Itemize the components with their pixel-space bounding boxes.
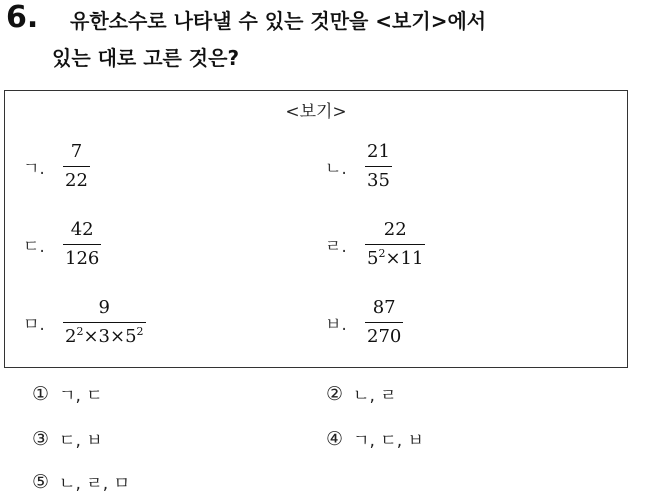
- denominator-rest: ×11: [385, 248, 424, 269]
- question-text-line2: 있는 대로 고른 것은?: [52, 46, 240, 70]
- item-label: ㄷ.: [23, 237, 45, 257]
- fraction: [365, 141, 392, 192]
- choice-2[interactable]: [326, 381, 397, 406]
- bogi-box: [4, 90, 628, 368]
- denominator-mid: ×3×: [83, 326, 126, 347]
- bogi-title: <보기>: [285, 102, 347, 122]
- denominator-base: 2: [65, 326, 77, 347]
- question-text-line1: 유한소수로 나타낼 수 있는 것만을 <보기>에서: [70, 9, 487, 33]
- item-label: ㄹ.: [325, 237, 347, 257]
- numerator: 7: [70, 141, 83, 162]
- denominator: 270: [365, 322, 403, 348]
- choice-text: ㄴ, ㄹ, ㅁ: [59, 474, 130, 494]
- bogi-item-rieul: [325, 219, 425, 270]
- choice-text: ㄷ, ㅂ: [59, 431, 103, 451]
- exponent: 2: [136, 325, 144, 338]
- fraction: [63, 297, 146, 348]
- choice-3[interactable]: [32, 426, 103, 451]
- denominator: 22: [63, 166, 90, 192]
- numerator: 21: [367, 141, 390, 162]
- item-label: ㄴ.: [325, 159, 347, 179]
- exponent: 2: [76, 325, 84, 338]
- denominator-base: 5: [125, 326, 137, 347]
- choice-number: ②: [326, 382, 344, 405]
- item-label: ㅂ.: [325, 315, 347, 335]
- choice-1[interactable]: [32, 381, 103, 406]
- denominator: [365, 244, 425, 270]
- numerator: 87: [372, 297, 396, 318]
- numerator: 22: [383, 219, 407, 240]
- item-label: ㄱ.: [23, 159, 45, 179]
- fraction: [63, 219, 101, 270]
- choice-text: ㄱ, ㄷ: [59, 386, 103, 406]
- choice-number: ③: [32, 427, 50, 450]
- bogi-item-bieup: [325, 297, 403, 348]
- choice-4[interactable]: [326, 426, 424, 451]
- question-number: 6.: [6, 0, 39, 35]
- fraction: [63, 141, 90, 192]
- denominator-base: 5: [367, 248, 379, 269]
- numerator: 9: [98, 297, 110, 318]
- choice-number: ①: [32, 382, 50, 405]
- denominator: 126: [63, 244, 101, 270]
- choice-number: ④: [326, 427, 344, 450]
- bogi-item-giyeok: [23, 141, 90, 192]
- bogi-item-mieum: [23, 297, 146, 348]
- fraction: [365, 297, 403, 348]
- bogi-item-digeut: [23, 219, 101, 270]
- item-label: ㅁ.: [23, 315, 45, 335]
- choice-text: ㄴ, ㄹ: [353, 386, 397, 406]
- choice-5[interactable]: [32, 469, 130, 494]
- exponent: 2: [378, 247, 386, 260]
- denominator: 35: [365, 166, 392, 192]
- choice-number: ⑤: [32, 470, 50, 493]
- choice-text: ㄱ, ㄷ, ㅂ: [353, 431, 424, 451]
- fraction: [365, 219, 425, 270]
- denominator: [63, 322, 146, 348]
- bogi-item-nieun: [325, 141, 392, 192]
- numerator: 42: [70, 219, 94, 240]
